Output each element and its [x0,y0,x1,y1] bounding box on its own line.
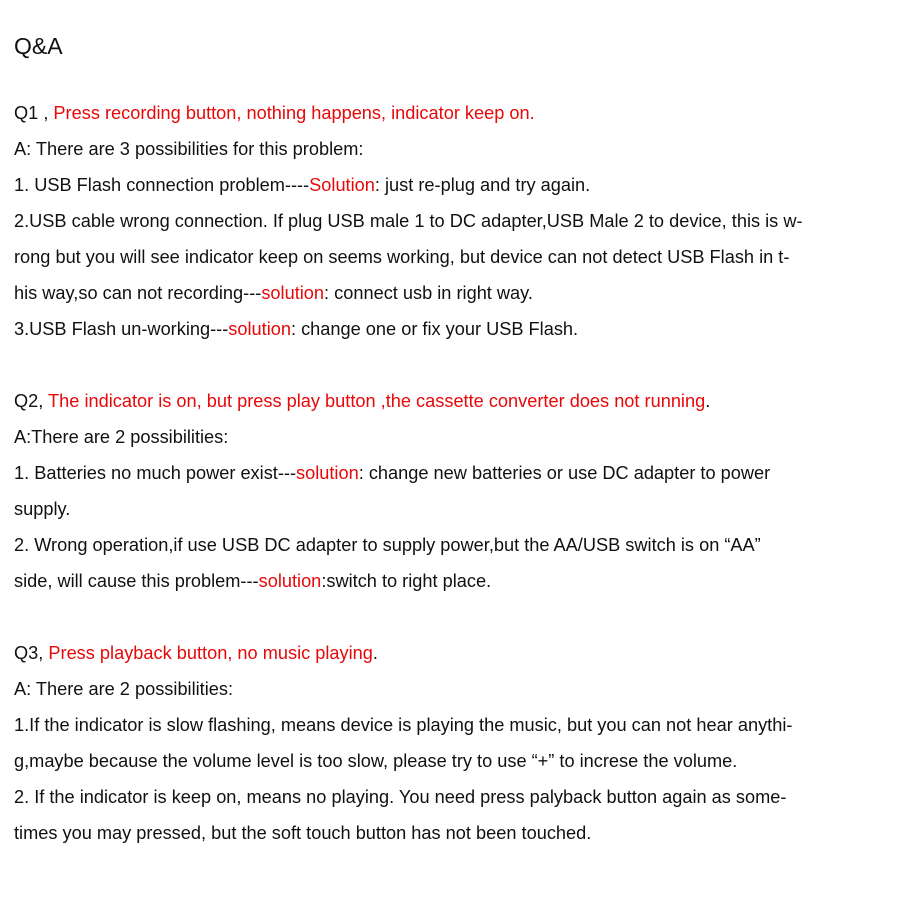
q2-item-1-line-2: supply. [14,499,71,519]
q2-question-end: . [705,391,711,411]
q1-item-3-solution-text: : change one or fix your USB Flash. [290,319,579,339]
q1-item-2-solution-text: : connect usb in right way. [324,283,533,303]
q2-item-2-line-1: 2. Wrong operation,if use USB DC adapter to supply power,but the AA/USB switch is on “AA” [14,535,761,555]
q2-label: Q2, [14,391,49,411]
q1-item-2-text: his way,so can not recording--- [14,283,262,303]
q3-question [14,641,378,665]
q3-question-text: Press playback button, no music playing [48,643,373,663]
page-title: Q&A [14,33,63,59]
q2-item-2-line-2 [14,569,491,593]
faq-page [14,0,894,900]
q1-item-3-solution-label: solution [228,319,291,339]
q2-item-1-text: 1. Batteries no much power exist--- [14,463,297,483]
q1-item-2-line-1: 2.USB cable wrong connection. If plug USB male 1 to DC adapter,USB Male 2 to device, this is w- [14,211,803,231]
q3-item-1-line-2: g,maybe because the volume level is too slow, please try to use “+” to increse the volume. [14,751,738,771]
q2-question [14,389,710,413]
q1-label: Q1 , [14,103,54,123]
q1-item-2-line-2: rong but you will see indicator keep on seems working, but device can not detect USB Flash in t- [14,247,790,267]
q2-question-text: The indicator is on, but press play button ,the cassette converter does not running [48,391,706,411]
q3-item-2-line-2: times you may pressed, but the soft touch button has not been touched. [14,823,592,843]
q1-item-3 [14,317,578,341]
q3-item-1-line-1: 1.If the indicator is slow flashing, means device is playing the music, but you can not hear anythi- [14,715,793,735]
q3-answer-intro: A: There are 2 possibilities: [14,679,234,699]
q3-question-end: . [372,643,378,663]
q1-item-1-solution-text: : just re-plug and try again. [374,175,591,195]
q1-item-3-text: 3.USB Flash un-working--- [14,319,229,339]
q1-item-2-line-3 [14,281,533,305]
q2-item-2-solution-label: solution [258,571,322,591]
q3-item-2-line-1: 2. If the indicator is keep on, means no playing. You need press palyback button again as some- [14,787,787,807]
q2-item-1-solution-text: : change new batteries or use DC adapter to power [358,463,771,483]
q1-question-text: Press recording button, nothing happens, indicator keep on. [53,103,535,123]
q1-question [14,101,535,125]
q1-answer-intro: A: There are 3 possibilities for this problem: [14,139,364,159]
q1-item-2-solution-label: solution [261,283,325,303]
q1-item-1-solution-label: Solution [309,175,375,195]
q2-item-2-text: side, will cause this problem--- [14,571,259,591]
q2-item-1-solution-label: solution [296,463,359,483]
q1-item-1-text: 1. USB Flash connection problem---- [14,175,310,195]
q1-item-1 [14,173,590,197]
q2-item-1-line-1 [14,461,770,485]
q2-item-2-solution-text: :switch to right place. [321,571,492,591]
q2-answer-intro: A:There are 2 possibilities: [14,427,229,447]
q3-label: Q3, [14,643,49,663]
